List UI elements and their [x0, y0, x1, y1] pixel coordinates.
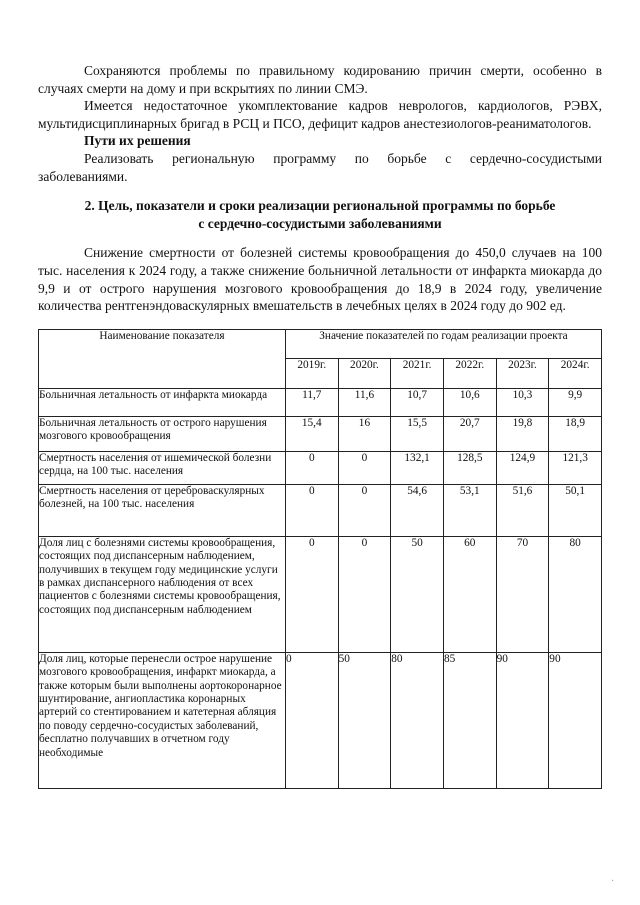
indicator-value: 10,3 — [496, 388, 549, 416]
indicator-value: 0 — [338, 484, 391, 536]
table-row — [39, 484, 602, 536]
indicator-value: 11,7 — [285, 388, 338, 416]
indicator-value: 90 — [549, 652, 602, 788]
indicator-value: 10,6 — [443, 388, 496, 416]
indicator-value: 132,1 — [391, 451, 444, 484]
indicator-value: 9,9 — [549, 388, 602, 416]
indicator-value: 50 — [338, 652, 391, 788]
indicator-value: 0 — [285, 652, 338, 788]
table-row — [39, 451, 602, 484]
section-heading-line-1: 2. Цель, показатели и сроки реализации региональной программы по борьбе — [84, 198, 556, 214]
indicator-name: Больничная летальность от острого нарушения мозгового кровообращения — [39, 416, 286, 451]
indicator-value: 80 — [391, 652, 444, 788]
indicators-table — [38, 329, 602, 789]
indicator-value: 18,9 — [549, 416, 602, 451]
indicator-value: 51,6 — [496, 484, 549, 536]
table-row — [39, 388, 602, 416]
indicator-name: Смертность населения от ишемической болезни сердца, на 100 тыс. населения — [39, 451, 286, 484]
indicator-value: 60 — [443, 536, 496, 652]
indicator-value: 124,9 — [496, 451, 549, 484]
year-header: 2020г. — [338, 359, 391, 389]
column-header-name: Наименование показателя — [39, 329, 286, 388]
document-page — [38, 62, 602, 789]
indicator-value: 121,3 — [549, 451, 602, 484]
indicator-name: Доля лиц, которые перенесли острое нарушение мозгового кровообращения, инфаркт миокарда, а также которым были выполнены аортокоронарное шунтирование, ангиопластика коронарных артерий со стентированием и катетерная абляция по поводу сердечно-сосудистых заболеваний, бесплатно получавших в отчетном году необходимые — [39, 652, 286, 788]
page-mark: · — [611, 876, 615, 887]
section-heading-line-2: с сердечно-сосудистыми заболеваниями — [198, 215, 442, 231]
indicator-value: 70 — [496, 536, 549, 652]
indicator-value: 128,5 — [443, 451, 496, 484]
indicator-value: 53,1 — [443, 484, 496, 536]
indicator-value: 10,7 — [391, 388, 444, 416]
indicator-value: 11,6 — [338, 388, 391, 416]
year-header: 2019г. — [285, 359, 338, 389]
indicator-value: 0 — [338, 536, 391, 652]
indicator-value: 50,1 — [549, 484, 602, 536]
indicator-value: 85 — [443, 652, 496, 788]
indicator-value: 15,4 — [285, 416, 338, 451]
table-row — [39, 536, 602, 652]
paragraph-coding-problems: Сохраняются проблемы по правильному кодированию причин смерти, особенно в случаях смерти на дому и при вскрытиях по линии СМЭ. — [38, 63, 602, 96]
indicator-name: Больничная летальность от инфаркта миокарда — [39, 388, 286, 416]
year-header: 2023г. — [496, 359, 549, 389]
solutions-heading: Пути их решения — [84, 133, 191, 149]
indicator-value: 90 — [496, 652, 549, 788]
paragraph-staffing-shortage: Имеется недостаточное укомплектование кадров неврологов, кардиологов, РЭВХ, мультидисциплинарных бригад в РСЦ и ПСО, дефицит кадров анестезиологов-реаниматологов. — [38, 98, 602, 131]
indicator-value: 16 — [338, 416, 391, 451]
indicator-value: 19,8 — [496, 416, 549, 451]
indicator-name: Доля лиц с болезнями системы кровообращения, состоящих под диспансерным наблюдением, получивших в текущем году медицинские услуги в рамках диспансерного наблюдения от всех пациентов с болезнями системы кровообращения, состоящих под диспансерным наблюдением — [39, 536, 286, 652]
year-header: 2024г. — [549, 359, 602, 389]
indicator-value: 50 — [391, 536, 444, 652]
indicator-value: 0 — [338, 451, 391, 484]
paragraph-solutions: Реализовать региональную программу по борьбе с сердечно-сосудистыми заболеваниями. — [38, 150, 602, 184]
indicator-value: 0 — [285, 536, 338, 652]
indicator-value: 20,7 — [443, 416, 496, 451]
year-header: 2021г. — [391, 359, 444, 389]
year-header: 2022г. — [443, 359, 496, 389]
table-row — [39, 416, 602, 451]
indicator-name: Смертность населения от цереброваскулярных болезней, на 100 тыс. населения — [39, 484, 286, 536]
indicator-value: 54,6 — [391, 484, 444, 536]
paragraph-goal: Снижение смертности от болезней системы кровообращения до 450,0 случаев на 100 тыс. населения к 2024 году, а также снижение больничной летальности от инфаркта миокарда до 9,9 и от острого нарушения мозгового кровообращения до 18,9 в 2024 году, увеличение количества рентгенэндоваскулярных вмешательств в лечебных целях в 2024 году до 902 ед. — [38, 245, 602, 314]
indicator-value: 0 — [285, 484, 338, 536]
indicator-value: 80 — [549, 536, 602, 652]
indicator-value: 0 — [285, 451, 338, 484]
column-header-group: Значение показателей по годам реализации проекта — [285, 329, 601, 359]
indicators-table-body — [39, 388, 602, 788]
table-row — [39, 652, 602, 788]
section-heading — [38, 197, 602, 232]
indicator-value: 15,5 — [391, 416, 444, 451]
